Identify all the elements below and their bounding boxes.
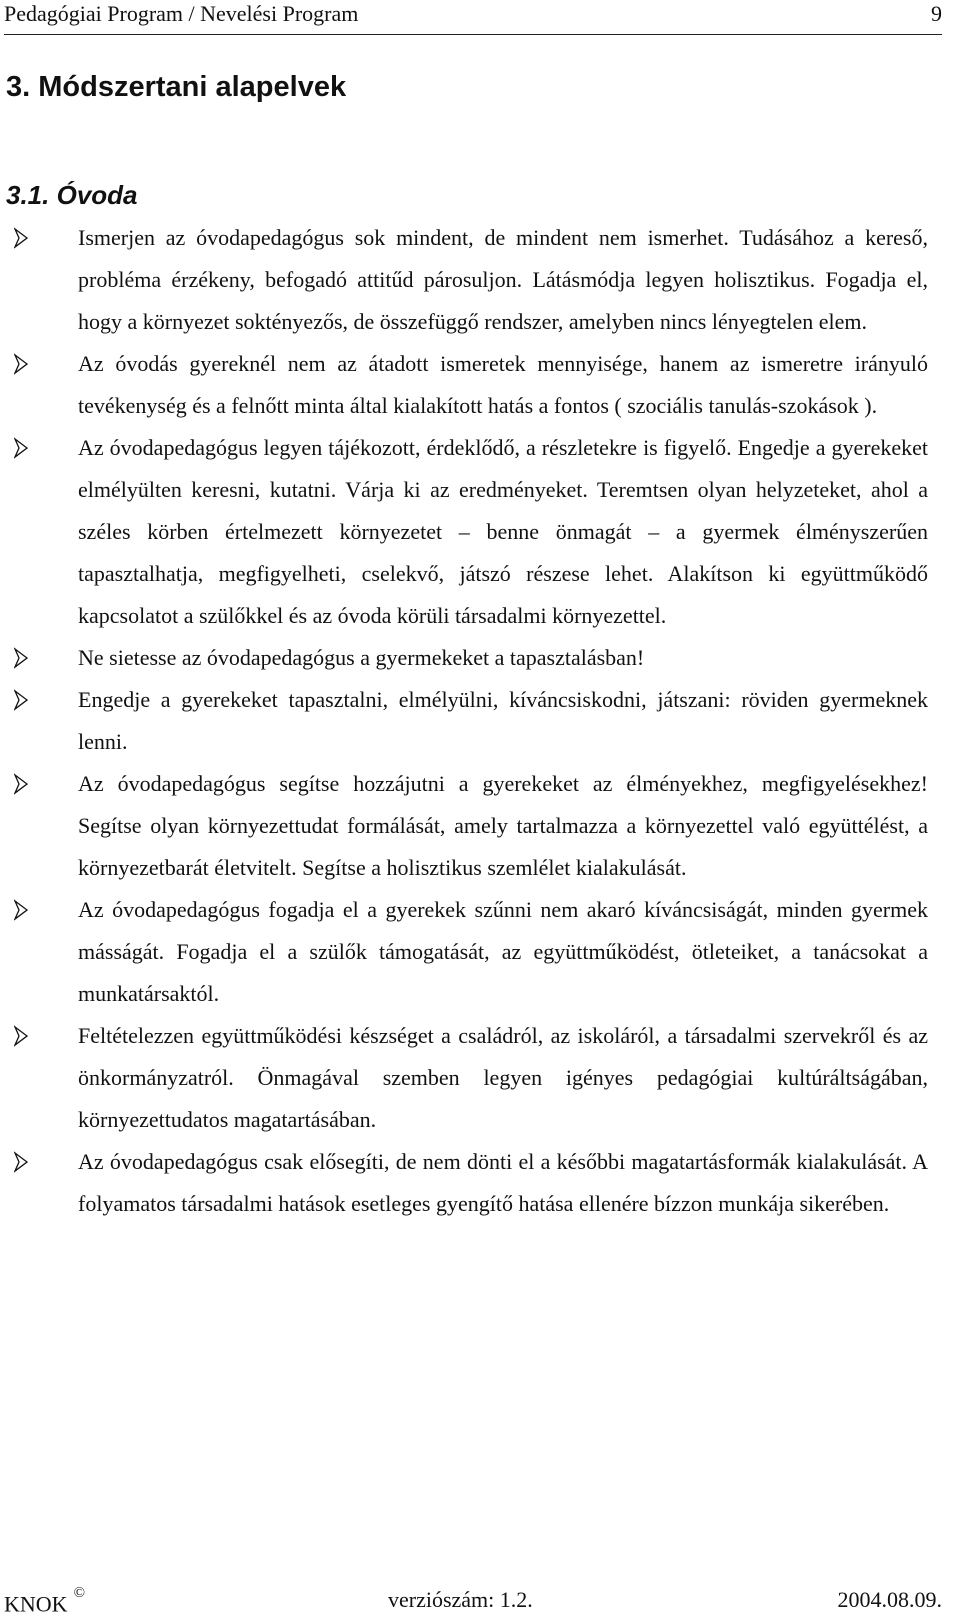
page-header <box>4 0 942 35</box>
arrowhead-bullet-icon <box>14 899 28 921</box>
footer-organization <box>4 1586 85 1617</box>
list-item <box>0 889 960 1015</box>
arrowhead-bullet-icon <box>14 353 28 375</box>
list-item <box>0 679 960 763</box>
list-item <box>0 343 960 427</box>
list-item <box>0 637 960 679</box>
list-item-text: Ne sietesse az óvodapedagógus a gyermekeket a tapasztalásban! <box>78 645 645 670</box>
page-footer <box>4 1585 942 1617</box>
list-item-text: Az óvodapedagógus segítse hozzájutni a gyerekeket az élményekhez, megfigyelésekhez! Segítse olyan környezettudat formálását, amely tartalmazza a környezettel való együttélést, a környezetbarát életvitelt. Segítse a holisztikus szemlélet kialakulását. <box>78 771 928 880</box>
arrowhead-bullet-icon <box>14 437 28 459</box>
arrowhead-bullet-icon <box>14 1151 28 1173</box>
arrowhead-bullet-icon <box>14 689 28 711</box>
principles-list <box>0 217 960 1225</box>
list-item-text: Feltételezzen együttműködési készséget a családról, az iskoláról, a társadalmi szervekről és az önkormányzatról. Önmagával szemben legyen igényes pedagógiai kultúráltságában, környezettudatos magatartásában. <box>78 1023 928 1132</box>
document-date: 2004.08.09. <box>837 1587 942 1612</box>
list-item-text: Az óvodapedagógus legyen tájékozott, érdeklődő, a részletekre is figyelő. Engedje a gyerekeket elmélyülten keresni, kutatni. Várja ki az eredményeket. Teremtsen olyan helyzeteket, ahol a széles körben értelmezett környezetet – benne önmagát – a gyermek élményszerűen tapasztalhatja, megfigyelheti, cselekvő, játszó részese lehet. Alakítson ki együttműködő kapcsolatot a szülőkkel és az óvoda körüli társadalmi környezettel. <box>78 435 928 628</box>
list-item-text: Az óvodapedagógus fogadja el a gyerekek szűnni nem akaró kíváncsiságát, minden gyermek másságát. Fogadja el a szülők támogatását, az együttműködést, ötleteiket, a tanácsokat a munkatársaktól. <box>78 897 928 1006</box>
subsection-heading: 3.1. Óvoda <box>6 180 138 210</box>
copyright-icon: © <box>73 1585 85 1601</box>
arrowhead-bullet-icon <box>14 647 28 669</box>
section-heading: 3. Módszertani alapelvek <box>6 71 347 103</box>
arrowhead-bullet-icon <box>14 227 28 249</box>
list-item-text: Az óvodapedagógus csak elősegíti, de nem dönti el a későbbi magatartásformák kialakulását. A folyamatos társadalmi hatások esetleges gyengítő hatása ellenére bízzon munkája sikerében. <box>78 1149 928 1216</box>
list-item-text: Engedje a gyerekeket tapasztalni, elmélyülni, kíváncsiskodni, játszani: röviden gyermeknek lenni. <box>78 687 928 754</box>
list-item-text: Ismerjen az óvodapedagógus sok mindent, de mindent nem ismerhet. Tudásához a kereső, probléma érzékeny, befogadó attitűd párosuljon. Látásmódja legyen holisztikus. Fogadja el, hogy a környezet soktényezős, de összefüggő rendszer, amelyben nincs lényegtelen elem. <box>78 225 928 334</box>
page-number: 9 <box>931 1 942 26</box>
list-item <box>0 1015 960 1141</box>
document-title: Pedagógiai Program / Nevelési Program <box>4 1 359 26</box>
list-item-text: Az óvodás gyereknél nem az átadott ismeretek mennyisége, hanem az ismeretre irányuló tevékenység és a felnőtt minta által kialakított hatás a fontos ( szociális tanulás-szokások ). <box>78 351 928 418</box>
arrowhead-bullet-icon <box>14 773 28 795</box>
list-item <box>0 427 960 637</box>
list-item <box>0 1141 960 1225</box>
list-item <box>0 763 960 889</box>
arrowhead-bullet-icon <box>14 1025 28 1047</box>
organization-name: KNOK <box>4 1591 68 1617</box>
list-item <box>0 217 960 343</box>
version-number: verziószám: 1.2. <box>388 1587 533 1612</box>
